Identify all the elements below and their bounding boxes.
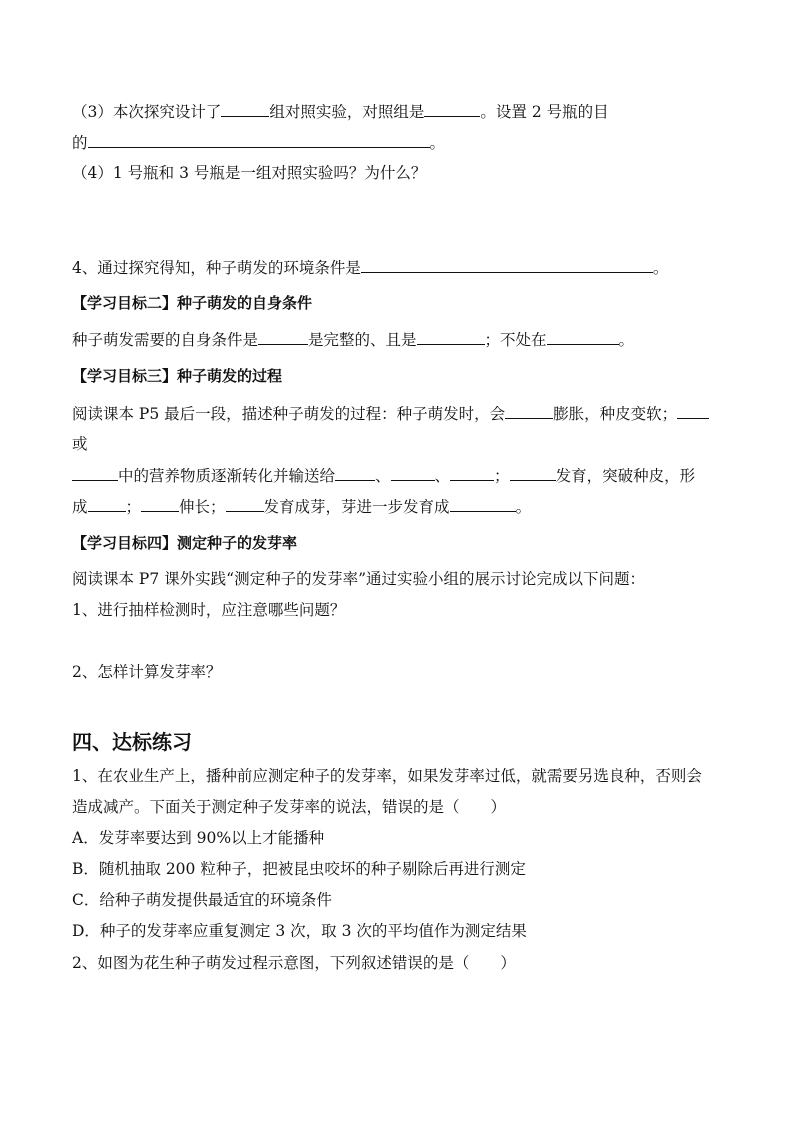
goal-3-line-4: 成 ； 伸长； 发育成芽，芽进一步发育成 。 <box>72 498 532 516</box>
option-a: A．发芽率要达到 90%以上才能播种 <box>72 829 325 847</box>
section-4-heading: 四、达标练习 <box>72 730 192 754</box>
goal-4-question-1: 1、进行抽样检测时，应注意哪些问题？ <box>72 601 346 619</box>
goal-4-question-2: 2、怎样计算发芽率？ <box>72 663 222 681</box>
answer-blank[interactable] <box>226 496 264 512</box>
question-3-line-2: 的 。 <box>72 134 446 152</box>
answer-blank[interactable] <box>424 101 480 117</box>
exercise-2: 2、如图为花生种子萌发过程示意图，下列叙述错误的是（ ） <box>72 954 516 972</box>
answer-blank[interactable] <box>258 329 308 345</box>
answer-blank[interactable] <box>335 465 375 481</box>
answer-blank[interactable] <box>72 465 118 481</box>
answer-blank[interactable] <box>221 101 269 117</box>
answer-blank[interactable] <box>88 132 430 148</box>
item-4: 4、通过探究得知，种子萌发的环境条件是 。 <box>72 259 669 277</box>
goal-3-heading: 【学习目标三】种子萌发的过程 <box>72 367 283 385</box>
answer-blank[interactable] <box>450 465 494 481</box>
goal-4-heading: 【学习目标四】测定种子的发芽率 <box>72 534 298 552</box>
exercise-1-line-2: 造成减产。下面关于测定种子发芽率的说法，错误的是（ ） <box>72 798 507 816</box>
answer-blank[interactable] <box>510 465 556 481</box>
goal-3-line-2: 或 <box>72 435 88 453</box>
answer-blank[interactable] <box>141 496 179 512</box>
answer-blank[interactable] <box>505 403 553 419</box>
answer-blank[interactable] <box>361 257 653 273</box>
option-d: D．种子的发芽率应重复测定 3 次，取 3 次的平均值作为测定结果 <box>72 922 527 940</box>
goal-3-line-1: 阅读课本 P5 最后一段，描述种子萌发的过程：种子萌发时，会 膨胀，种皮变软； <box>72 403 709 424</box>
answer-blank[interactable] <box>450 496 516 512</box>
goal-3-line-3: 中的营养物质逐渐转化并输送给 、 、 ； 发育，突破种皮，形 <box>72 465 695 486</box>
goal-4-intro: 阅读课本 P7 课外实践“测定种子的发芽率”通过实验小组的展示讨论完成以下问题： <box>72 570 645 588</box>
goal-2-text: 种子萌发需要的自身条件是 是完整的、且是 ；不处在 。 <box>72 331 635 349</box>
answer-blank[interactable] <box>417 329 485 345</box>
option-b: B．随机抽取 200 粒种子，把被昆虫咬坏的种子剔除后再进行测定 <box>72 860 526 878</box>
question-3-line-1: （3）本次探究设计了 组对照实验，对照组是 。设置 2 号瓶的目 <box>72 103 609 121</box>
exercise-1-line-1: 1、在农业生产上，播种前应测定种子的发芽率，如果发芽率过低，就需要另选良种，否则会 <box>72 767 702 785</box>
answer-blank[interactable] <box>677 403 709 419</box>
answer-blank[interactable] <box>547 329 619 345</box>
goal-2-heading: 【学习目标二】种子萌发的自身条件 <box>72 294 313 312</box>
option-c: C．给种子萌发提供最适宜的环境条件 <box>72 891 332 909</box>
answer-blank[interactable] <box>391 465 435 481</box>
question-4: （4）1 号瓶和 3 号瓶是一组对照实验吗？为什么？ <box>72 164 427 182</box>
answer-blank[interactable] <box>88 496 126 512</box>
